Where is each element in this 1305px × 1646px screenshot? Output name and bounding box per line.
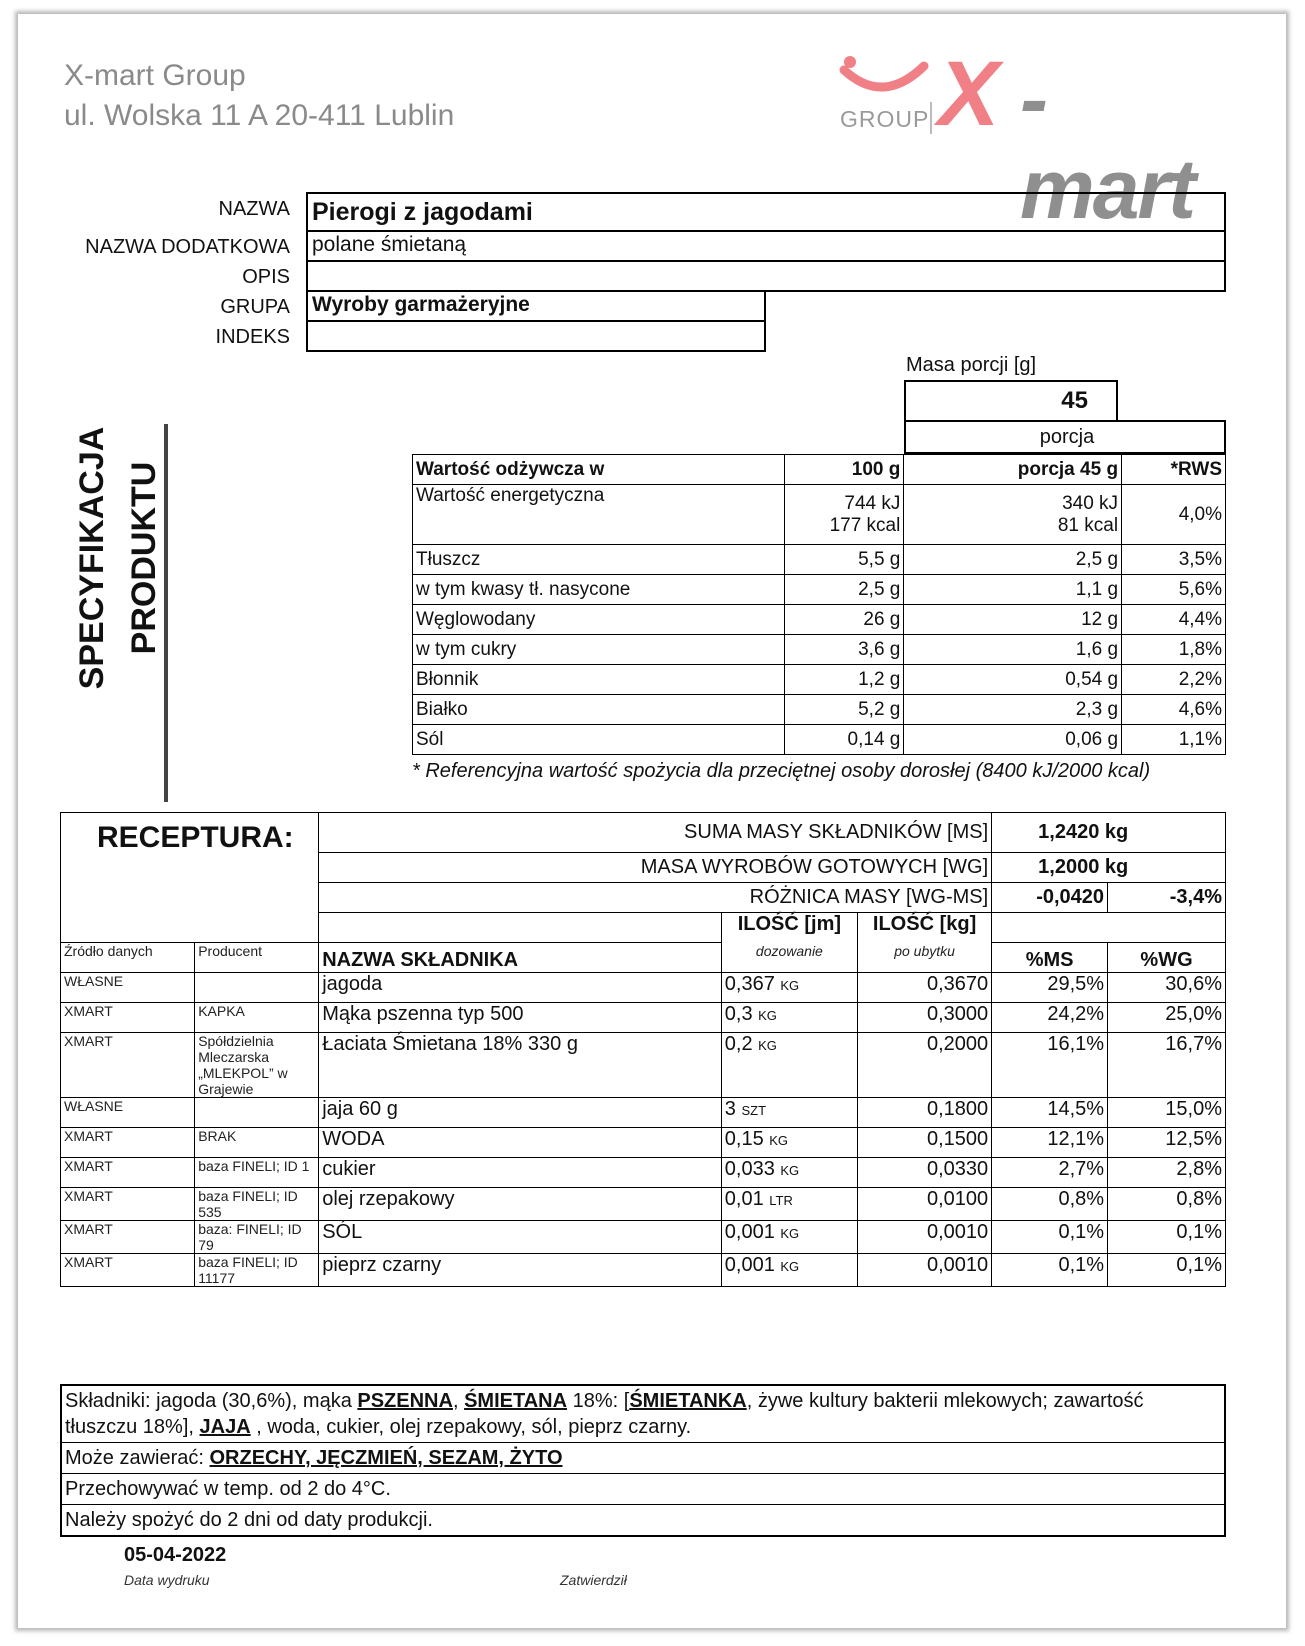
ingredient-pct-wg: 0,1%: [1108, 1254, 1226, 1287]
ingredient-pct-ms: 14,5%: [992, 1098, 1108, 1128]
col-wg-header: %WG: [1108, 943, 1226, 973]
diff-pct: -3,4%: [1108, 883, 1226, 913]
ingredient-pct-ms: 0,8%: [992, 1188, 1108, 1221]
approve-label: Zatwierdził: [560, 1572, 627, 1588]
ingredient-name: olej rzepakowy: [319, 1188, 722, 1221]
ingredient-pct-ms: 0,1%: [992, 1254, 1108, 1287]
allergen-cream2: ŚMIETANKA: [629, 1390, 747, 1412]
ingredient-pct-ms: 16,1%: [992, 1033, 1108, 1098]
nutrient-name: w tym cukry: [413, 635, 785, 665]
wg-label: MASA WYROBÓW GOTOWYCH [WG]: [319, 853, 992, 883]
ingredient-kg: 0,0100: [857, 1188, 991, 1221]
ingredient-name: WODA: [319, 1128, 722, 1158]
ingredient-row: [61, 1033, 1226, 1098]
ingredient-row: [61, 1158, 1226, 1188]
energy-kcal-100g: 177 kcal: [829, 514, 901, 536]
ingredient-pct-ms: 12,1%: [992, 1128, 1108, 1158]
ingredient-name: SÓL: [319, 1221, 722, 1254]
nutrient-portion: 2,5 g: [904, 545, 1122, 575]
ingredient-row: [61, 1221, 1226, 1254]
ingredient-qty-value: 0,001: [724, 1254, 775, 1276]
ingredient-producer: baza FINELI; ID 1: [195, 1158, 319, 1188]
ingredient-row: [61, 1254, 1226, 1287]
ms-label: SUMA MASY SKŁADNIKÓW [MS]: [319, 813, 992, 853]
ingredient-producer: BRAK: [195, 1128, 319, 1158]
nutrition-row: [413, 545, 1226, 575]
ingredient-qty-value: 0,001: [724, 1221, 775, 1243]
diff-value: -0,0420: [992, 883, 1108, 913]
description: [306, 260, 1226, 292]
energy-label: Wartość energetyczna: [413, 485, 785, 545]
print-date: 05-04-2022: [124, 1544, 227, 1566]
nutrient-name: Węglowodany: [413, 605, 785, 635]
nutrient-rws: 4,4%: [1122, 605, 1226, 635]
ingredient-qty-value: 0,15: [724, 1128, 764, 1150]
col-ms-header: %MS: [992, 943, 1108, 973]
may-contain-allergens: ORZECHY, JĘCZMIEŃ, SEZAM, ŻYTO: [209, 1447, 563, 1469]
index-label: INDEKS: [215, 326, 290, 348]
ingredient-qty-value: 0,3: [724, 1003, 753, 1025]
nutrition-row: [413, 605, 1226, 635]
ingredient-pct-wg: 0,8%: [1108, 1188, 1226, 1221]
ingredient-source: XMART: [61, 1221, 195, 1254]
ingredient-name: Mąka pszenna typ 500: [319, 1003, 722, 1033]
ingredient-row: [61, 1098, 1226, 1128]
nutrient-rws: 1,8%: [1122, 635, 1226, 665]
nutrient-rws: 2,2%: [1122, 665, 1226, 695]
ingredient-row: [61, 1188, 1226, 1221]
ingredient-row: [61, 1003, 1226, 1033]
nutrient-rws: 1,1%: [1122, 725, 1226, 755]
col-name-header: NAZWA SKŁADNIKA: [319, 943, 722, 973]
ingredient-qty-unit: SZT: [741, 1103, 767, 1118]
ingredient-source: XMART: [61, 1033, 195, 1098]
ingredient-pct-ms: 2,7%: [992, 1158, 1108, 1188]
side-title-line1: SPECYFIKACJA: [73, 426, 111, 690]
ingredient-source: XMART: [61, 1128, 195, 1158]
ingredient-pct-wg: 2,8%: [1108, 1158, 1226, 1188]
ingredient-source: XMART: [61, 1158, 195, 1188]
ingredient-producer: [195, 973, 319, 1003]
ingredient-name: jagoda: [319, 973, 722, 1003]
col-kg-sub: po ubytku: [857, 943, 991, 973]
nutrient-name: Białko: [413, 695, 785, 725]
ingredient-producer: baza: FINELI; ID 79: [195, 1221, 319, 1254]
nutrient-name: Tłuszcz: [413, 545, 785, 575]
logo-mart: -mart: [1020, 52, 1195, 236]
nutrient-portion: 1,1 g: [904, 575, 1122, 605]
smile-icon: [838, 48, 938, 108]
extra-name: polane śmietaną: [306, 230, 1226, 262]
nutri-header-100g: 100 g: [784, 455, 904, 485]
storage-info: Przechowywać w temp. od 2 do 4°C.: [62, 1474, 1224, 1505]
allergen-cream: ŚMIETANA: [464, 1390, 568, 1412]
ingredient-row: [61, 1128, 1226, 1158]
portion-label: Masa porcji [g]: [906, 354, 1037, 376]
col-qty-sub: dozowanie: [721, 943, 857, 973]
ingredient-qty: [721, 973, 857, 1003]
diff-label: RÓŻNICA MASY [WG-MS]: [319, 883, 992, 913]
ingredient-pct-wg: 25,0%: [1108, 1003, 1226, 1033]
ingredient-source: XMART: [61, 1188, 195, 1221]
nutrient-portion: 0,54 g: [904, 665, 1122, 695]
nutrient-rws: 5,6%: [1122, 575, 1226, 605]
nutrient-100g: 5,5 g: [784, 545, 904, 575]
ingredient-pct-wg: 15,0%: [1108, 1098, 1226, 1128]
nutrition-footnote: * Referencyjna wartość spożycia dla przeciętnej osoby dorosłej (8400 kJ/2000 kcal): [412, 760, 1151, 782]
company-name: X-mart Group: [64, 59, 246, 92]
ingredient-qty: [721, 1254, 857, 1287]
nutrient-name: w tym kwasy tł. nasycone: [413, 575, 785, 605]
nutrition-row: [413, 665, 1226, 695]
nutrient-100g: 3,6 g: [784, 635, 904, 665]
nutri-header-rws: *RWS: [1122, 455, 1226, 485]
print-date-label: Data wydruku: [124, 1572, 210, 1588]
xmart-logo: [838, 43, 1218, 236]
allergen-eggs: JAJA: [199, 1416, 251, 1438]
ingredient-qty-unit: LTR: [769, 1193, 793, 1208]
portion-value: 45: [904, 380, 1118, 422]
ingredient-pct-wg: 16,7%: [1108, 1033, 1226, 1098]
ingredient-qty: [721, 1098, 857, 1128]
ingredient-qty-unit: KG: [758, 1008, 777, 1023]
ingredient-pct-wg: 12,5%: [1108, 1128, 1226, 1158]
nutrient-100g: 26 g: [784, 605, 904, 635]
portion-unit: porcja: [904, 420, 1226, 454]
energy-rws: 4,0%: [1122, 485, 1226, 545]
nutrient-portion: 2,3 g: [904, 695, 1122, 725]
nutrition-row: [413, 575, 1226, 605]
recipe-title: RECEPTURA:: [61, 813, 319, 943]
ingredient-qty: [721, 1033, 857, 1098]
ingredient-qty-unit: KG: [780, 1226, 800, 1241]
product-group: Wyroby garmażeryjne: [306, 290, 766, 322]
col-source-header: Źródło danych: [61, 943, 195, 973]
nutrient-100g: 0,14 g: [784, 725, 904, 755]
consume-info: Należy spożyć do 2 dni od daty produkcji.: [65, 1509, 433, 1531]
ing-text-g: , żywe kultury bakterii mlekowych; zawartość tłuszczu 18%],: [65, 1390, 1144, 1438]
ingredient-pct-ms: 24,2%: [992, 1003, 1108, 1033]
ingredient-qty: [721, 1128, 857, 1158]
desc-label: OPIS: [242, 266, 290, 288]
ingredient-name: Łaciata Śmietana 18% 330 g: [319, 1033, 722, 1098]
wg-value: 1,2000 kg: [992, 853, 1226, 883]
ingredient-source: WŁASNE: [61, 1098, 195, 1128]
company-street: ul. Wolska 11 A 20-411 Lublin: [64, 99, 455, 132]
ingredient-qty: [721, 1188, 857, 1221]
recipe-table: [60, 812, 1226, 1287]
ingredient-qty-unit: KG: [780, 1259, 800, 1274]
nutrition-row: [413, 695, 1226, 725]
nutrient-portion: 0,06 g: [904, 725, 1122, 755]
ing-text-c: ,: [452, 1390, 465, 1412]
ingredient-qty-value: 3: [724, 1098, 736, 1120]
ingredient-qty: [721, 1003, 857, 1033]
ing-text-a: Składniki: jagoda (30,6%), mąka: [65, 1390, 358, 1412]
nutri-header-portion: porcja 45 g: [904, 455, 1122, 485]
ingredient-name: jaja 60 g: [319, 1098, 722, 1128]
nutrient-name: Sól: [413, 725, 785, 755]
product-notes: [60, 1384, 1226, 1537]
nutrient-100g: 2,5 g: [784, 575, 904, 605]
nutrient-rws: 3,5%: [1122, 545, 1226, 575]
energy-portion: [904, 485, 1122, 545]
product-name: Pierogi z jagodami: [306, 192, 1226, 232]
ingredient-qty: [721, 1158, 857, 1188]
ing-text-i: , woda, cukier, olej rzepakowy, sól, pieprz czarny.: [250, 1416, 692, 1438]
nutrient-rws: 4,6%: [1122, 695, 1226, 725]
ingredient-kg: 0,0010: [857, 1221, 991, 1254]
ingredient-source: XMART: [61, 1254, 195, 1287]
ingredients-text: [62, 1386, 1224, 1443]
nutrient-portion: 1,6 g: [904, 635, 1122, 665]
ingredient-qty-unit: KG: [758, 1038, 777, 1053]
ingredient-source: XMART: [61, 1003, 195, 1033]
ingredient-qty-value: 0,2: [724, 1033, 753, 1055]
ingredient-kg: 0,0010: [857, 1254, 991, 1287]
ingredient-name: pieprz czarny: [319, 1254, 722, 1287]
ingredient-kg: 0,1800: [857, 1098, 991, 1128]
energy-kcal-portion: 81 kcal: [1057, 514, 1119, 536]
logo-divider: [930, 102, 932, 134]
nutrient-portion: 12 g: [904, 605, 1122, 635]
ingredient-qty-value: 0,033: [724, 1158, 775, 1180]
ingredient-qty-value: 0,01: [724, 1188, 764, 1210]
nutrition-row: [413, 635, 1226, 665]
ingredient-producer: baza FINELI; ID 535: [195, 1188, 319, 1221]
company-address: [64, 56, 454, 136]
ingredient-qty-unit: KG: [780, 1163, 800, 1178]
ingredient-qty-unit: KG: [780, 978, 800, 993]
extra-name-label: NAZWA DODATKOWA: [85, 236, 290, 258]
logo-x: X: [938, 43, 1000, 145]
ingredient-kg: 0,3000: [857, 1003, 991, 1033]
ingredient-producer: Spółdzielnia Mleczarska „MLEKPOL” w Grajewie: [195, 1033, 319, 1098]
ingredient-name: cukier: [319, 1158, 722, 1188]
ingredient-producer: [195, 1098, 319, 1128]
nutri-header-label: Wartość odżywcza w: [413, 455, 785, 485]
side-title-line2: PRODUKTU: [125, 461, 163, 655]
may-contain: [62, 1443, 1224, 1474]
side-title: [66, 378, 170, 738]
ingredient-qty-unit: KG: [769, 1133, 789, 1148]
energy-kj-100g: 744 kJ: [844, 492, 901, 514]
ingredient-producer: baza FINELI; ID 11177: [195, 1254, 319, 1287]
col-producer-header: Producent: [195, 943, 319, 973]
ingredient-kg: 0,1500: [857, 1128, 991, 1158]
ingredient-kg: 0,0330: [857, 1158, 991, 1188]
nutrient-100g: 5,2 g: [784, 695, 904, 725]
energy-kj-portion: 340 kJ: [1062, 492, 1119, 514]
ingredient-row: [61, 973, 1226, 1003]
ingredient-pct-ms: 0,1%: [992, 1221, 1108, 1254]
nutrient-100g: 1,2 g: [784, 665, 904, 695]
group-label: GRUPA: [220, 296, 290, 318]
ingredient-source: WŁASNE: [61, 973, 195, 1003]
nutrition-row: [413, 725, 1226, 755]
ingredient-qty: [721, 1221, 857, 1254]
allergen-wheat: PSZENNA: [357, 1390, 453, 1412]
col-qty-header: ILOŚĆ [jm]: [721, 913, 857, 943]
name-label: NAZWA: [218, 198, 290, 220]
ingredient-pct-wg: 0,1%: [1108, 1221, 1226, 1254]
ms-value: 1,2420 kg: [992, 813, 1226, 853]
ingredient-qty-value: 0,367: [724, 973, 775, 995]
ingredient-pct-wg: 30,6%: [1108, 973, 1226, 1003]
product-index: [306, 320, 766, 352]
logo-group-text: GROUP: [840, 106, 930, 132]
may-contain-label: Może zawierać:: [65, 1447, 210, 1469]
ingredient-kg: 0,3670: [857, 973, 991, 1003]
ingredient-producer: KAPKA: [195, 1003, 319, 1033]
ing-text-e: 18%: [: [567, 1390, 630, 1412]
nutrient-name: Błonnik: [413, 665, 785, 695]
ingredient-pct-ms: 29,5%: [992, 973, 1108, 1003]
col-kg-header: ILOŚĆ [kg]: [857, 913, 991, 943]
ingredient-kg: 0,2000: [857, 1033, 991, 1098]
nutrition-table: [412, 454, 1226, 755]
energy-100g: [784, 485, 904, 545]
